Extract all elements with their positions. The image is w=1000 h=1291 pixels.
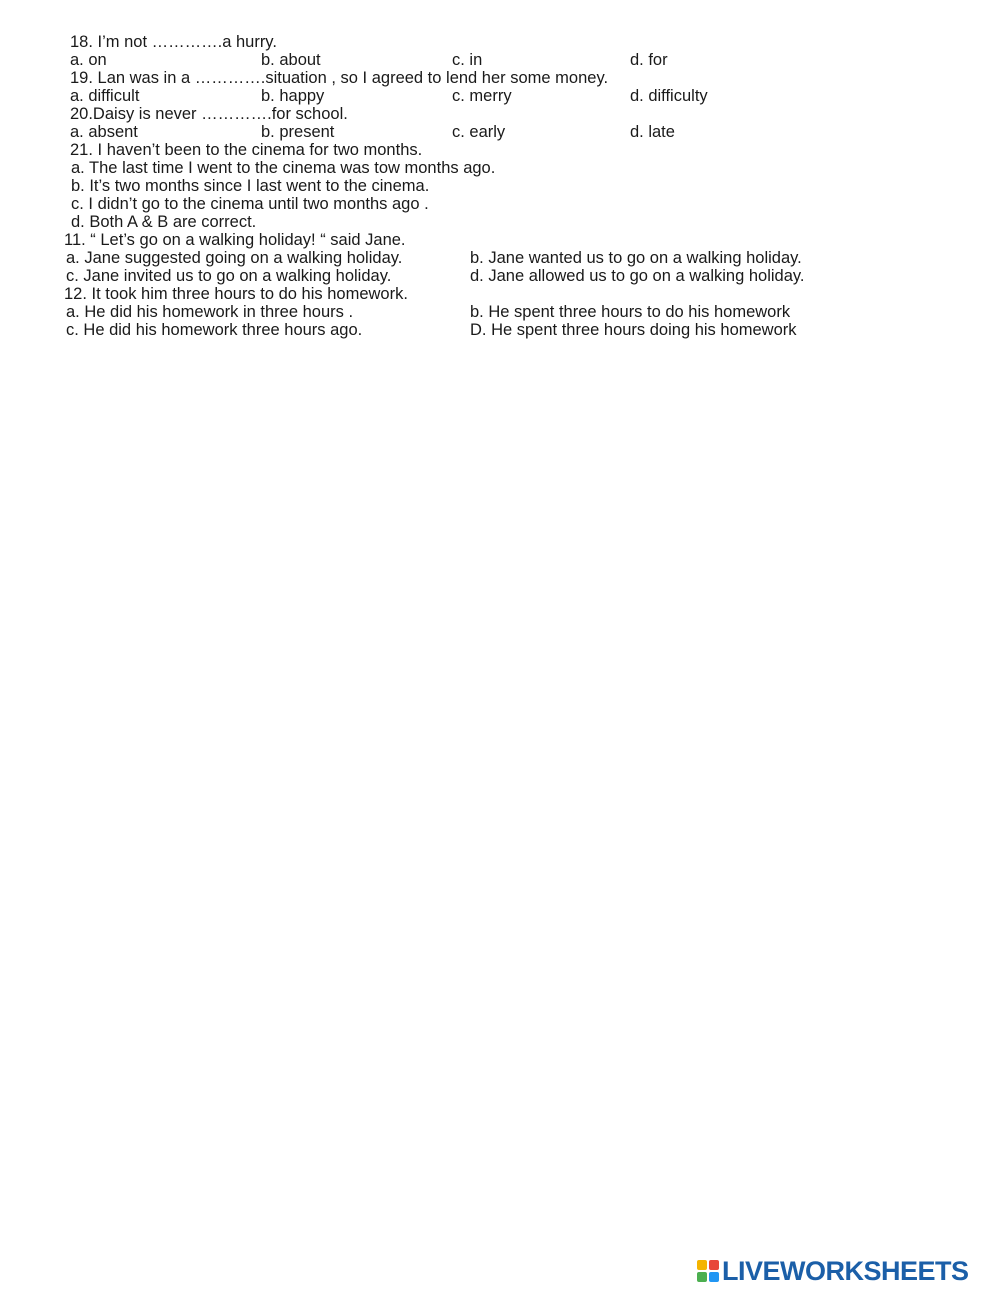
option-d[interactable]: d. difficulty: [630, 87, 708, 105]
option-a[interactable]: a. difficult: [70, 87, 140, 105]
question-21: [0, 141, 1000, 159]
option-b[interactable]: b. He spent three hours to do his homework: [470, 303, 791, 321]
option-d[interactable]: d. for: [630, 51, 668, 69]
question-20: [0, 105, 1000, 123]
options-11-cd: [0, 267, 1000, 285]
question-text: 11. “ Let’s go on a walking holiday! “ said Jane.: [64, 231, 406, 249]
option-b[interactable]: b. happy: [261, 87, 325, 105]
options-11-ab: [0, 249, 1000, 267]
option-a[interactable]: a. absent: [70, 123, 138, 141]
option-c[interactable]: c. early: [452, 123, 506, 141]
logo-badge-tile: [697, 1260, 707, 1270]
logo-text: LIVEWORKSHEETS: [722, 1256, 969, 1286]
question-text: 21. I haven’t been to the cinema for two months.: [70, 141, 423, 159]
option-21-c-row: [0, 195, 1000, 213]
option-b[interactable]: b. It’s two months since I last went to the cinema.: [71, 177, 430, 195]
options-18: [0, 51, 1000, 69]
option-b[interactable]: b. Jane wanted us to go on a walking holiday.: [470, 249, 802, 267]
option-21-d-row: [0, 213, 1000, 231]
options-19: [0, 87, 1000, 105]
option-d[interactable]: d. Both A & B are correct.: [71, 213, 257, 231]
option-c[interactable]: c. Jane invited us to go on a walking holiday.: [66, 267, 392, 285]
option-a[interactable]: a. on: [70, 51, 107, 69]
logo-badge-tile: [697, 1272, 707, 1282]
option-c[interactable]: c. He did his homework three hours ago.: [66, 321, 363, 339]
option-21-a-row: [0, 159, 1000, 177]
question-text: 18. I’m not ………….a hurry.: [70, 33, 277, 51]
worksheet: [0, 33, 1000, 339]
option-21-b-row: [0, 177, 1000, 195]
question-11: [0, 231, 1000, 249]
option-c[interactable]: c. I didn’t go to the cinema until two months ago .: [71, 195, 429, 213]
question-12: [0, 285, 1000, 303]
option-b[interactable]: b. present: [261, 123, 335, 141]
option-a[interactable]: a. The last time I went to the cinema was tow months ago.: [71, 159, 496, 177]
question-19: [0, 69, 1000, 87]
option-a[interactable]: a. He did his homework in three hours .: [66, 303, 354, 321]
logo-badge-tile: [709, 1260, 719, 1270]
options-20: [0, 123, 1000, 141]
logo-badge-icon: [697, 1260, 719, 1282]
option-d[interactable]: d. Jane allowed us to go on a walking holiday.: [470, 267, 805, 285]
liveworksheets-logo: [697, 1258, 969, 1284]
options-12-ab: [0, 303, 1000, 321]
option-a[interactable]: a. Jane suggested going on a walking holiday.: [66, 249, 403, 267]
logo-badge-tile: [709, 1272, 719, 1282]
question-text: 19. Lan was in a ………….situation , so I agreed to lend her some money.: [70, 69, 609, 87]
option-b[interactable]: b. about: [261, 51, 321, 69]
question-18: [0, 33, 1000, 51]
options-12-cd: [0, 321, 1000, 339]
option-d[interactable]: D. He spent three hours doing his homework: [470, 321, 797, 339]
question-text: 12. It took him three hours to do his homework.: [64, 285, 408, 303]
question-text: 20.Daisy is never ………….for school.: [70, 105, 348, 123]
option-c[interactable]: c. in: [452, 51, 483, 69]
option-c[interactable]: c. merry: [452, 87, 512, 105]
option-d[interactable]: d. late: [630, 123, 675, 141]
